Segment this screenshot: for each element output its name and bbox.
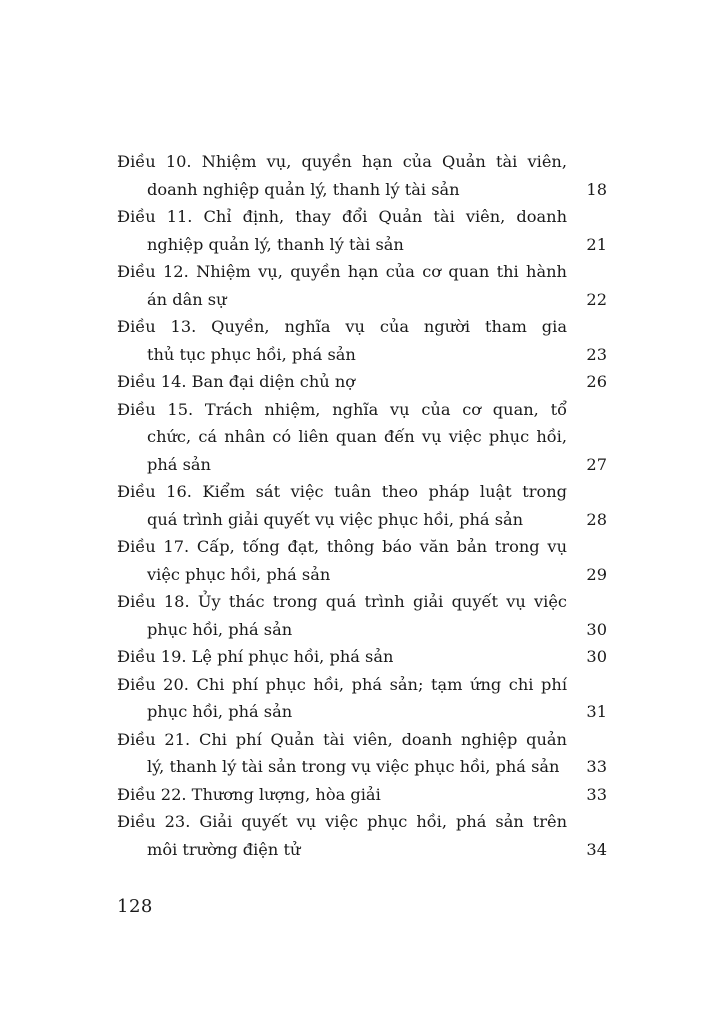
toc-entry — [117, 313, 607, 368]
toc-entry-title: Điều 15. Trách nhiệm, nghĩa vụ của cơ quan, tổ — [117, 399, 567, 419]
toc-entry-title: Điều 13. Quyền, nghĩa vụ của người tham gia — [117, 317, 567, 336]
toc-page-number: 34 — [586, 839, 607, 859]
toc-entry — [117, 588, 607, 643]
toc-entry-continuation: phá sản — [147, 454, 211, 474]
toc-entry-title: Điều 14. Ban đại diện chủ nợ — [117, 372, 356, 391]
toc-entry-title: Điều 10. Nhiệm vụ, quyền hạn của Quản tài viên, — [117, 152, 567, 171]
toc-entry-continuation: lý, thanh lý tài sản trong vụ việc phục hồi, phá sản — [147, 757, 560, 776]
toc-entry-continuation: chức, cá nhân có liên quan đến vụ việc phục hồi, — [147, 427, 567, 446]
toc-entry — [117, 726, 607, 781]
toc-entry — [117, 781, 607, 809]
toc-entry-title: Điều 23. Giải quyết vụ việc phục hồi, phá sản trên — [117, 812, 567, 831]
toc-entry-continuation: nghiệp quản lý, thanh lý tài sản — [147, 234, 404, 254]
toc-page-number: 22 — [586, 289, 607, 309]
page-number: 128 — [117, 896, 153, 917]
toc-page-number: 26 — [586, 372, 607, 391]
toc-entry — [117, 368, 607, 396]
toc-page-number: 30 — [586, 619, 607, 639]
toc-entry — [117, 808, 607, 863]
toc-page-number: 29 — [586, 564, 607, 584]
toc-page-number: 33 — [586, 784, 607, 804]
toc-page-number: 23 — [586, 344, 607, 364]
toc-page-number: 30 — [586, 647, 607, 666]
toc-entry-title: Điều 17. Cấp, tống đạt, thông báo văn bản trong vụ — [117, 537, 567, 556]
toc-entry-continuation: thủ tục phục hồi, phá sản — [147, 344, 356, 364]
toc-entry — [117, 258, 607, 313]
toc-entry-continuation: doanh nghiệp quản lý, thanh lý tài sản — [147, 179, 460, 199]
toc-entry-title: Điều 22. Thương lượng, hòa giải — [117, 784, 381, 804]
toc-entry-title: Điều 21. Chi phí Quản tài viên, doanh nghiệp quản — [117, 729, 567, 749]
toc-page-number: 28 — [586, 509, 607, 529]
toc-entry — [117, 396, 607, 479]
toc-entry-continuation: môi trường điện tử — [147, 839, 301, 859]
toc-page-number: 27 — [586, 454, 607, 474]
toc-entry-continuation: phục hồi, phá sản — [147, 619, 293, 639]
toc-page-number: 33 — [586, 757, 607, 776]
toc-entry-title: Điều 20. Chi phí phục hồi, phá sản; tạm ứng chi phí — [117, 674, 567, 694]
toc-page-number: 31 — [586, 702, 607, 721]
toc-entry — [117, 533, 607, 588]
toc-entry-continuation: quá trình giải quyết vụ việc phục hồi, phá sản — [147, 509, 524, 529]
toc-entry-title: Điều 11. Chỉ định, thay đổi Quản tài viên, doanh — [117, 207, 567, 226]
toc-entry-title: Điều 18. Ủy thác trong quá trình giải quyết vụ việc — [117, 592, 567, 611]
toc-entry — [117, 148, 607, 203]
toc-entry-title: Điều 12. Nhiệm vụ, quyền hạn của cơ quan thi hành — [117, 262, 567, 281]
toc-entry-continuation: việc phục hồi, phá sản — [147, 564, 331, 584]
toc-entry-title: Điều 19. Lệ phí phục hồi, phá sản — [117, 647, 394, 666]
toc-entry-continuation: phục hồi, phá sản — [147, 702, 293, 721]
toc-entry — [117, 478, 607, 533]
toc-entry — [117, 671, 607, 726]
toc-entry-continuation: án dân sự — [147, 289, 227, 309]
toc-entry-title: Điều 16. Kiểm sát việc tuân theo pháp luật trong — [117, 482, 567, 501]
toc-page-number: 21 — [586, 234, 607, 254]
toc-entry — [117, 203, 607, 258]
table-of-contents — [117, 148, 607, 863]
toc-page-number: 18 — [586, 179, 607, 199]
toc-entry — [117, 643, 607, 671]
